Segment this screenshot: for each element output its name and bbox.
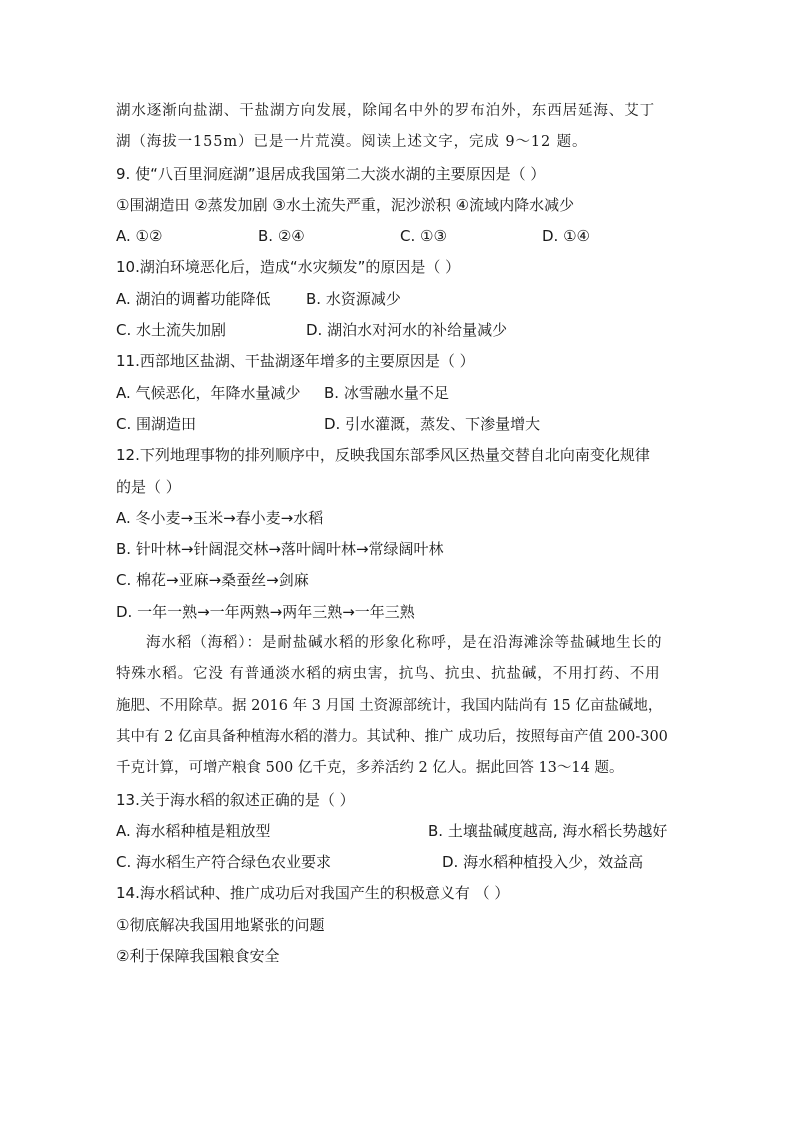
q9-option-a: A. ①② — [116, 227, 163, 246]
q10-option-b: B. 水资源减少 — [306, 289, 401, 308]
q10-option-c: C. 水土流失加剧 — [116, 321, 227, 340]
q9-option-c: C. ①③ — [400, 227, 447, 246]
q11-stem: 11.西部地区盐湖、干盐湖逐年增多的主要原因是（ ） — [116, 352, 475, 371]
q14-item-1: ①彻底解决我国用地紧张的问题 — [116, 915, 325, 934]
q10-options-cd — [116, 315, 686, 346]
q11-option-c: C. 围湖造田 — [116, 414, 197, 433]
q11-option-b: B. 冰雪融水量不足 — [324, 383, 449, 402]
q9-stem: 9. 使“八百里洞庭湖”退居成我国第二大淡水湖的主要原因是（ ） — [116, 164, 546, 183]
passage1-line2: 湖（海拔一155m）已是一片荒漠。阅读上述文字，完成 9～12 题。 — [116, 134, 588, 151]
passage2-line5: 千克计算，可增产粮食 500 亿千克，多养活约 2 亿人。据此回答 13～14 题。 — [116, 760, 624, 777]
q10-option-a: A. 湖泊的调蓄功能降低 — [116, 289, 271, 308]
passage1-line1: 湖水逐渐向盐湖、干盐湖方向发展，除闻名中外的罗布泊外，东西居延海、艾丁 — [116, 103, 655, 119]
q9-factors: ①围湖造田 ②蒸发加剧 ③水土流失严重，泥沙淤积 ④流域内降水减少 — [116, 195, 575, 214]
q13-options-ab — [116, 816, 686, 847]
passage2-line1: 海水稻（海稻）：是耐盐碱水稻的形象化称呼，是在沿海滩涂等盐碱地生长的 — [146, 635, 663, 652]
q14-stem: 14.海水稻试种、推广成功后对我国产生的积极意义有 （ ） — [116, 884, 510, 903]
q12-option-d: D. 一年一熟→一年两熟→两年三熟→一年三熟 — [116, 602, 415, 621]
q12-stem-line1: 12.下列地理事物的排列顺序中，反映我国东部季风区热量交替自北向南变化规律 — [116, 446, 650, 465]
q12-option-a: A. 冬小麦→玉米→春小麦→水稻 — [116, 508, 324, 527]
q12-option-b: B. 针叶林→针阔混交林→落叶阔叶林→常绿阔叶林 — [116, 540, 444, 559]
q10-options-ab — [116, 284, 686, 315]
q14-item-2: ②利于保障我国粮食安全 — [116, 947, 280, 966]
q13-option-c: C. 海水稻生产符合绿色农业要求 — [116, 853, 332, 872]
q13-stem: 13.关于海水稻的叙述正确的是（ ） — [116, 790, 355, 809]
q9-option-d: D. ①④ — [542, 227, 590, 246]
q13-option-a: A. 海水稻种植是粗放型 — [116, 821, 271, 840]
q12-option-c: C. 棉花→亚麻→桑蚕丝→剑麻 — [116, 571, 309, 590]
q9-options — [116, 221, 686, 252]
q10-option-d: D. 湖泊水对河水的补给量减少 — [306, 321, 508, 340]
q11-option-a: A. 气候恶化，年降水量减少 — [116, 383, 301, 402]
q9-option-b: B. ②④ — [258, 227, 305, 246]
passage2-line4: 其中有 2 亿亩具备种植海水稻的潜力。其试种、推广 成功后，按照每亩产值 200-300 — [116, 728, 668, 745]
q12-stem-line2: 的是（ ） — [116, 477, 181, 496]
q11-options-cd — [116, 409, 686, 440]
q10-stem: 10.湖泊环境恶化后，造成“水灾频发”的原因是（ ） — [116, 258, 461, 277]
q11-option-d: D. 引水灌溉，蒸发、下渗量增大 — [324, 414, 541, 433]
q11-options-ab — [116, 378, 686, 409]
q13-options-cd — [116, 847, 686, 878]
passage2-line3: 施肥、不用除草。据 2016 年 3 月国 土资源部统计，我国内陆尚有 15 亿亩盐碱地， — [116, 697, 663, 714]
q13-option-d: D. 海水稻种植投入少，效益高 — [442, 853, 644, 872]
q13-option-b: B. 土壤盐碱度越高, 海水稻长势越好 — [428, 821, 668, 840]
passage2-line2: 特殊水稻。它没 有普通淡水稻的病虫害，抗鸟、抗虫、抗盐碱，不用打药、不用 — [116, 666, 661, 683]
page-content — [116, 96, 686, 972]
